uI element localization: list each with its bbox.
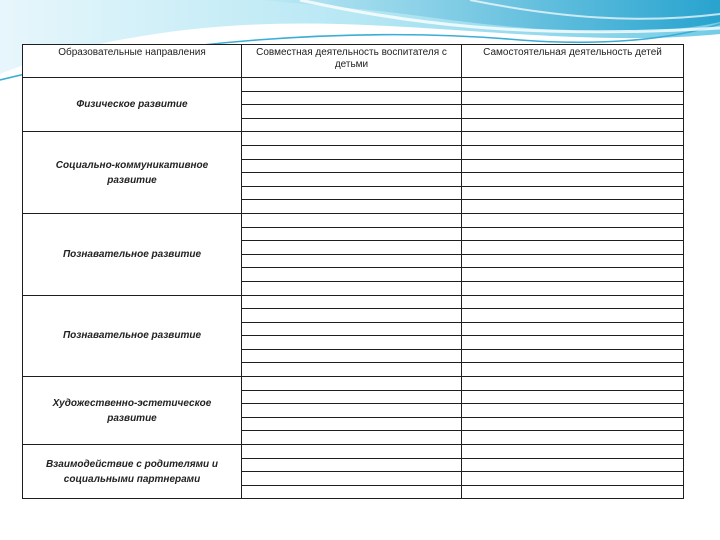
table-row (23, 78, 684, 92)
table-row (23, 445, 684, 459)
independent-activity-cell[interactable] (462, 390, 684, 404)
joint-activity-cell[interactable] (242, 309, 462, 323)
table-body (23, 78, 684, 499)
independent-activity-cell[interactable] (462, 173, 684, 187)
independent-activity-cell[interactable] (462, 336, 684, 350)
joint-activity-cell[interactable] (242, 91, 462, 105)
joint-activity-cell[interactable] (242, 213, 462, 227)
independent-activity-cell[interactable] (462, 417, 684, 431)
joint-activity-cell[interactable] (242, 227, 462, 241)
header-joint-activity: Совместная деятельность воспитателя с детьми (242, 45, 462, 78)
table-row (23, 213, 684, 227)
independent-activity-cell[interactable] (462, 322, 684, 336)
independent-activity-cell[interactable] (462, 268, 684, 282)
joint-activity-cell[interactable] (242, 349, 462, 363)
independent-activity-cell[interactable] (462, 349, 684, 363)
joint-activity-cell[interactable] (242, 105, 462, 119)
area-label: Социально-коммуникативное развитие (23, 132, 242, 214)
independent-activity-cell[interactable] (462, 241, 684, 255)
area-label: Познавательное развитие (23, 213, 242, 295)
table-row (23, 295, 684, 309)
independent-activity-cell[interactable] (462, 281, 684, 295)
joint-activity-cell[interactable] (242, 417, 462, 431)
independent-activity-cell[interactable] (462, 254, 684, 268)
independent-activity-cell[interactable] (462, 186, 684, 200)
independent-activity-cell[interactable] (462, 132, 684, 146)
independent-activity-cell[interactable] (462, 295, 684, 309)
independent-activity-cell[interactable] (462, 445, 684, 459)
joint-activity-cell[interactable] (242, 445, 462, 459)
joint-activity-cell[interactable] (242, 200, 462, 214)
joint-activity-cell[interactable] (242, 336, 462, 350)
joint-activity-cell[interactable] (242, 390, 462, 404)
independent-activity-cell[interactable] (462, 91, 684, 105)
joint-activity-cell[interactable] (242, 458, 462, 472)
independent-activity-cell[interactable] (462, 227, 684, 241)
joint-activity-cell[interactable] (242, 132, 462, 146)
joint-activity-cell[interactable] (242, 377, 462, 391)
independent-activity-cell[interactable] (462, 363, 684, 377)
independent-activity-cell[interactable] (462, 118, 684, 132)
area-label: Познавательное развитие (23, 295, 242, 377)
header-row (23, 45, 684, 78)
independent-activity-cell[interactable] (462, 105, 684, 119)
joint-activity-cell[interactable] (242, 186, 462, 200)
independent-activity-cell[interactable] (462, 458, 684, 472)
header-areas: Образовательные направления (23, 45, 242, 78)
independent-activity-cell[interactable] (462, 404, 684, 418)
joint-activity-cell[interactable] (242, 363, 462, 377)
joint-activity-cell[interactable] (242, 241, 462, 255)
activity-plan-table (22, 44, 684, 499)
joint-activity-cell[interactable] (242, 254, 462, 268)
joint-activity-cell[interactable] (242, 485, 462, 499)
independent-activity-cell[interactable] (462, 145, 684, 159)
independent-activity-cell[interactable] (462, 485, 684, 499)
independent-activity-cell[interactable] (462, 309, 684, 323)
joint-activity-cell[interactable] (242, 281, 462, 295)
independent-activity-cell[interactable] (462, 377, 684, 391)
joint-activity-cell[interactable] (242, 159, 462, 173)
joint-activity-cell[interactable] (242, 472, 462, 486)
joint-activity-cell[interactable] (242, 295, 462, 309)
area-label: Художественно-эстетическое развитие (23, 377, 242, 445)
independent-activity-cell[interactable] (462, 78, 684, 92)
joint-activity-cell[interactable] (242, 118, 462, 132)
area-label: Физическое развитие (23, 78, 242, 132)
joint-activity-cell[interactable] (242, 173, 462, 187)
table-row (23, 377, 684, 391)
joint-activity-cell[interactable] (242, 145, 462, 159)
independent-activity-cell[interactable] (462, 159, 684, 173)
area-label: Взаимодействие с родителями и социальными партнерами (23, 445, 242, 499)
independent-activity-cell[interactable] (462, 200, 684, 214)
independent-activity-cell[interactable] (462, 472, 684, 486)
joint-activity-cell[interactable] (242, 78, 462, 92)
table-row (23, 132, 684, 146)
independent-activity-cell[interactable] (462, 431, 684, 445)
header-independent-activity: Самостоятельная деятельность детей (462, 45, 684, 78)
joint-activity-cell[interactable] (242, 268, 462, 282)
independent-activity-cell[interactable] (462, 213, 684, 227)
joint-activity-cell[interactable] (242, 322, 462, 336)
joint-activity-cell[interactable] (242, 404, 462, 418)
joint-activity-cell[interactable] (242, 431, 462, 445)
